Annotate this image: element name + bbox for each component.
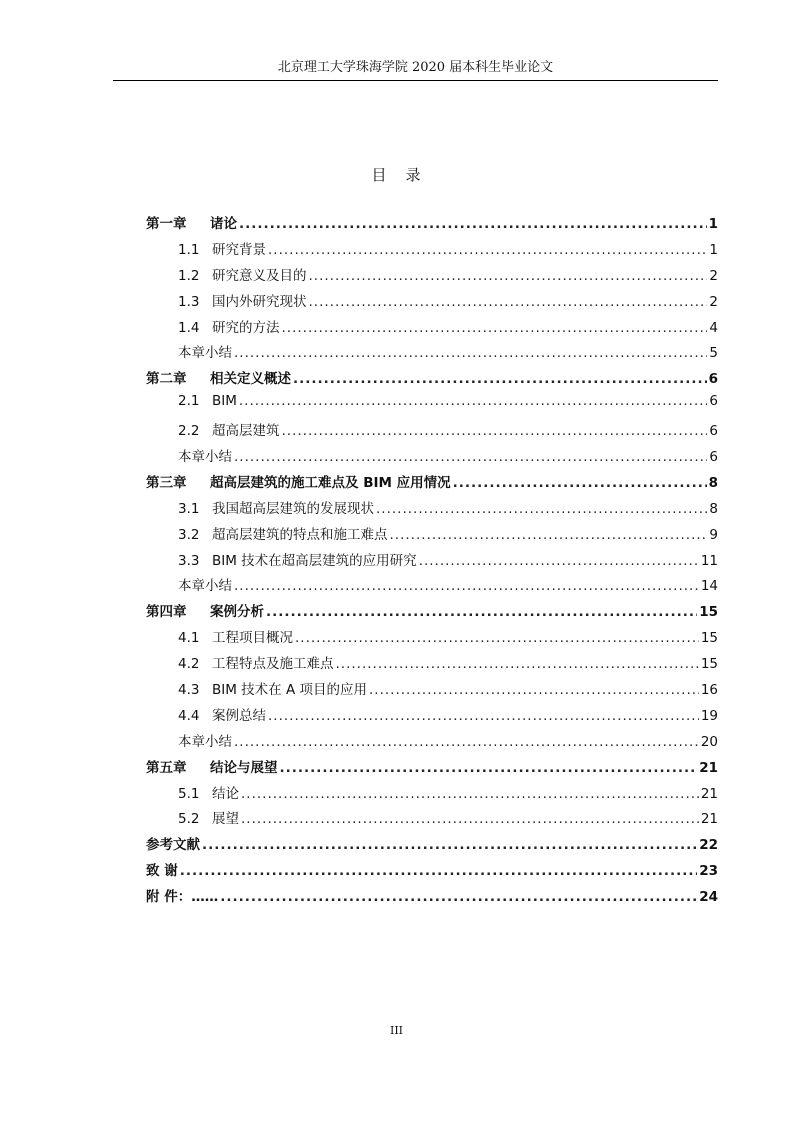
toc-entry-number: 3.3: [178, 552, 200, 569]
toc-leader-dots: [282, 423, 708, 439]
toc-entry-number: 1.1: [178, 241, 200, 258]
toc-leader-dots: [268, 242, 707, 258]
toc-entry[interactable]: [146, 316, 718, 342]
toc-entry[interactable]: [146, 807, 718, 833]
toc-leader-dots: [282, 320, 708, 336]
toc-leader-dots: [369, 682, 699, 698]
toc-entry-number: 1.2: [178, 267, 200, 284]
toc-entry-page: 9: [709, 526, 718, 543]
toc-entry-label: 致 谢: [146, 863, 178, 880]
toc-entry[interactable]: [146, 859, 718, 885]
toc-entry-label: 研究背景: [212, 241, 266, 258]
toc-entry-page: 24: [699, 889, 718, 906]
toc-entry-label: 本章小结: [178, 733, 232, 750]
toc-entry-label: BIM 技术在超高层建筑的应用研究: [212, 552, 417, 569]
toc-entry-number: 5.2: [178, 811, 200, 828]
toc-entry-page: 4: [709, 319, 718, 336]
toc-entry[interactable]: [146, 341, 718, 367]
toc-entry-page: 1: [708, 216, 718, 232]
toc-entry-label: 工程项目概况: [212, 630, 293, 647]
toc-entry[interactable]: [146, 574, 718, 600]
page-number: III: [389, 1024, 404, 1037]
toc-entry[interactable]: [146, 704, 718, 730]
toc-entry-page: 5: [709, 345, 718, 362]
toc-entry[interactable]: [146, 885, 718, 911]
toc-leader-dots: [239, 216, 707, 232]
toc-entry-page: 22: [699, 837, 718, 854]
toc-entry-number: 1.3: [178, 293, 200, 310]
toc-leader-dots: [234, 734, 699, 750]
toc-entry-label: 结论与展望: [210, 759, 278, 776]
toc-entry-label: 案例分析: [210, 604, 264, 621]
toc-entry-page: 1: [709, 241, 718, 258]
toc-entry-page: 11: [700, 552, 718, 569]
toc-entry-page: 2: [709, 267, 718, 284]
toc-entry-page: 15: [699, 604, 718, 621]
toc-entry-page: 21: [700, 811, 718, 828]
toc-entry-page: 15: [700, 656, 718, 673]
toc-entry-label: BIM: [212, 393, 237, 410]
toc-entry-number: 2.1: [178, 393, 200, 410]
toc-entry-page: 20: [700, 733, 718, 750]
toc-entry-number: 3.1: [178, 500, 200, 517]
toc-entry-number: 第二章: [146, 371, 187, 388]
toc-entry-number: 5.1: [178, 785, 200, 802]
toc-entry[interactable]: [146, 678, 718, 704]
toc-entry-page: 19: [700, 707, 718, 724]
toc-entry-label: 超高层建筑: [212, 423, 280, 440]
toc-leader-dots: [309, 294, 708, 310]
toc-title-part1: 目: [371, 166, 388, 184]
toc-entry-page: 6: [709, 393, 718, 410]
toc-entry-page: 8: [708, 474, 718, 491]
toc-entry-number: 第三章: [146, 474, 187, 491]
toc-entry-number: 4.2: [178, 656, 200, 673]
toc-leader-dots: [280, 760, 698, 776]
toc-leader-dots: [453, 475, 707, 491]
toc-entry[interactable]: [146, 730, 718, 756]
toc-entry-label: 附 件：……: [146, 889, 219, 906]
toc-entry-label: BIM 技术在 A 项目的应用: [212, 682, 367, 699]
toc-entry[interactable]: [146, 264, 718, 290]
toc-entry-label: 展望: [212, 811, 239, 828]
toc-leader-dots: [234, 449, 707, 465]
toc-entry-page: 6: [709, 449, 718, 466]
toc-entry[interactable]: [146, 549, 718, 575]
toc-leader-dots: [293, 371, 707, 387]
toc-entry-number: 第四章: [146, 604, 187, 621]
toc-entry-label: 本章小结: [178, 345, 232, 362]
toc-entry-label: 本章小结: [178, 449, 232, 466]
toc-entry-label: 结论: [212, 785, 239, 802]
toc-title-part2: 录: [405, 166, 422, 184]
toc-entry[interactable]: [146, 238, 718, 264]
toc-entry[interactable]: [146, 445, 718, 471]
toc-entry[interactable]: [146, 497, 718, 523]
toc-entry-page: 15: [700, 630, 718, 647]
toc-leader-dots: [241, 786, 699, 802]
toc-entry[interactable]: [146, 471, 718, 497]
toc-entry[interactable]: [146, 600, 718, 626]
toc-entry-label: 工程特点及施工难点: [212, 656, 334, 673]
toc-entry[interactable]: [146, 212, 718, 238]
toc-leader-dots: [266, 604, 697, 620]
toc-title: [0, 164, 793, 185]
toc-leader-dots: [234, 345, 707, 361]
toc-entry-number: 4.4: [178, 707, 200, 724]
toc-entry[interactable]: [146, 652, 718, 678]
toc-leader-dots: [295, 630, 699, 646]
toc-entry-label: 研究意义及目的: [212, 267, 307, 284]
toc-entry-page: 21: [699, 759, 718, 776]
toc-entry-number: 1.4: [178, 319, 200, 336]
toc-entry-label: 相关定义概述: [210, 371, 291, 388]
toc-entry-label: 国内外研究现状: [212, 293, 307, 310]
toc-entry-label: 超高层建筑的特点和施工难点: [212, 526, 388, 543]
toc-entry-label: 研究的方法: [212, 319, 280, 336]
toc-entry-page: 6: [709, 423, 718, 440]
running-header: 北京理工大学珠海学院 2020 届本科生毕业论文: [277, 60, 554, 75]
toc-entry-label: 超高层建筑的施工难点及 BIM 应用情况: [210, 474, 451, 491]
toc-leader-dots: [241, 811, 699, 827]
toc-leader-dots: [376, 501, 707, 517]
toc-entry[interactable]: [146, 419, 718, 445]
toc-entry[interactable]: [146, 393, 718, 419]
toc-leader-dots: [309, 268, 708, 284]
toc-leader-dots: [268, 708, 699, 724]
toc-entry-page: 8: [709, 500, 718, 517]
toc-entry-label: 参考文献: [146, 837, 200, 854]
toc-entry-number: 2.2: [178, 423, 200, 440]
toc-leader-dots: [234, 578, 699, 594]
toc-leader-dots: [239, 393, 708, 409]
toc-entry-number: 4.1: [178, 630, 200, 647]
toc-entry-page: 23: [699, 863, 718, 880]
toc-entry-number: 第一章: [146, 216, 187, 232]
header-rule: [113, 80, 718, 81]
toc-entry[interactable]: [146, 290, 718, 316]
toc-entry[interactable]: [146, 833, 718, 859]
toc-entry-label: 诸论: [210, 216, 237, 232]
toc-entry-label: 我国超高层建筑的发展现状: [212, 500, 374, 517]
toc-entry-page: 6: [708, 371, 718, 388]
toc-entry-number: 4.3: [178, 682, 200, 699]
toc-leader-dots: [220, 889, 697, 905]
toc-leader-dots: [390, 527, 708, 543]
toc-entry-page: 21: [700, 785, 718, 802]
toc-entry[interactable]: [146, 782, 718, 808]
toc-entry-number: 3.2: [178, 526, 200, 543]
toc-leader-dots: [419, 553, 699, 569]
toc-leader-dots: [202, 837, 697, 853]
toc-entry-number: 第五章: [146, 759, 187, 776]
toc-entry-label: 案例总结: [212, 707, 266, 724]
table-of-contents: [146, 212, 718, 911]
toc-entry-page: 14: [700, 578, 718, 595]
toc-leader-dots: [336, 656, 699, 672]
toc-entry-page: 16: [700, 682, 718, 699]
toc-entry[interactable]: [146, 626, 718, 652]
toc-entry[interactable]: [146, 367, 718, 393]
toc-leader-dots: [180, 863, 698, 879]
toc-entry[interactable]: [146, 756, 718, 782]
toc-entry-page: 2: [709, 293, 718, 310]
toc-entry[interactable]: [146, 523, 718, 549]
toc-entry-label: 本章小结: [178, 578, 232, 595]
